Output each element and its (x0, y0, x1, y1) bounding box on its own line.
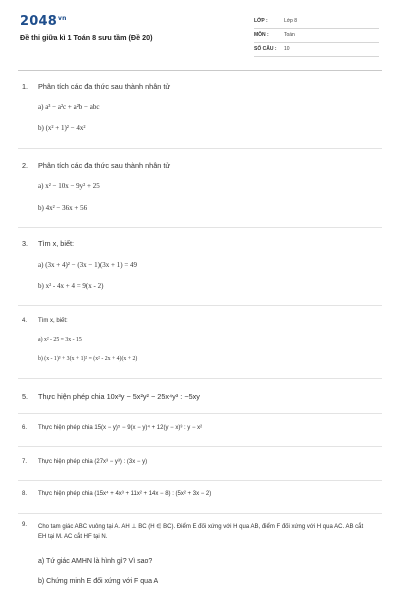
question-2-item-a: a) x² − 10x − 9y² + 25 (38, 182, 100, 190)
document-title: Đề thi giữa kì 1 Toán 8 sưu tầm (Đề 20) (20, 33, 153, 42)
document-header (0, 0, 400, 76)
question-text: Thực hiện phép chia 15(x − y)⁵ − 9(x − y)⁴ + 12(y − x)³ : y − x² (38, 425, 203, 431)
question-number: 7. (22, 459, 28, 465)
question-text: Thực hiện phép chia (27x³ − y³) : (3x − y) (38, 459, 148, 465)
question-3-item-a: a) (3x + 4)² − (3x − 1)(3x + 1) = 49 (38, 261, 138, 269)
logo-suffix: vn (57, 14, 67, 22)
question-9-item-b: b) Chứng minh E đối xứng với F qua A (38, 578, 159, 585)
question-text: Tìm x, biết: (38, 318, 68, 324)
question-separator (18, 148, 382, 149)
meta-value: Toán (284, 32, 295, 38)
question-9-item-a: a) Tứ giác AMHN là hình gì? Vì sao? (38, 558, 153, 565)
question-4-item-a: a) x² - 25 = 3x - 15 (38, 337, 82, 343)
question-number: 2. (22, 161, 29, 170)
question-number: 1. (22, 82, 29, 91)
header-divider (18, 70, 382, 71)
question-2-item-b: b) 4x² − 36x + 56 (38, 204, 88, 212)
question-number: 8. (22, 491, 28, 497)
question-number: 3. (22, 239, 29, 248)
question-1-item-a: a) a³ − a²c + a²b − abc (38, 103, 100, 111)
question-3-item-b: b) x² - 4x + 4 = 9(x - 2) (38, 282, 104, 290)
question-text: Tìm x, biết: (38, 239, 75, 248)
question-number: 4. (22, 318, 28, 324)
meta-class-row (254, 16, 379, 29)
question-text: Thực hiện phép chia 10x³y − 5x²y² − 25x⁴y³ : −5xy (38, 392, 200, 401)
question-separator (18, 513, 382, 514)
question-separator (18, 305, 382, 306)
site-logo[interactable] (20, 14, 67, 29)
meta-value: Lớp 8 (284, 18, 298, 24)
question-separator (18, 378, 382, 379)
meta-key: LỚP : (254, 18, 268, 24)
question-text: Thực hiện phép chia (15x⁴ + 4x³ + 11x² + 14x − 8) : (5x² + 3x − 2) (38, 491, 212, 497)
meta-count-row (254, 44, 379, 57)
meta-key: SỐ CÂU : (254, 46, 277, 52)
question-separator (18, 413, 382, 414)
question-text: Phân tích các đa thức sau thành nhân tử (38, 82, 171, 91)
question-number: 5. (22, 392, 29, 401)
question-number: 9. (22, 522, 28, 528)
question-number: 6. (22, 425, 28, 431)
meta-value: 10 (284, 46, 290, 52)
question-1-item-b: b) (x² + 1)² − 4x² (38, 124, 86, 132)
question-text: Cho tam giác ABC vuông tại A. AH ⊥ BC (H ∈ BC). Điểm E đối xứng với H qua AB, điểm F đối xứng với H qua AC. AB cắt EH tại M. AC cắt HF tại N. (38, 524, 364, 540)
question-separator (18, 446, 382, 447)
question-4-item-b: b) (x - 1)³ + 3(x + 1)² = (x² - 2x + 4)(x + 2) (38, 356, 138, 362)
meta-key: MÔN : (254, 32, 269, 38)
question-separator (18, 227, 382, 228)
question-separator (18, 480, 382, 481)
question-text: Phân tích các đa thức sau thành nhân tử (38, 161, 171, 170)
logo-text: 2048 (20, 14, 57, 29)
meta-subject-row (254, 30, 379, 43)
